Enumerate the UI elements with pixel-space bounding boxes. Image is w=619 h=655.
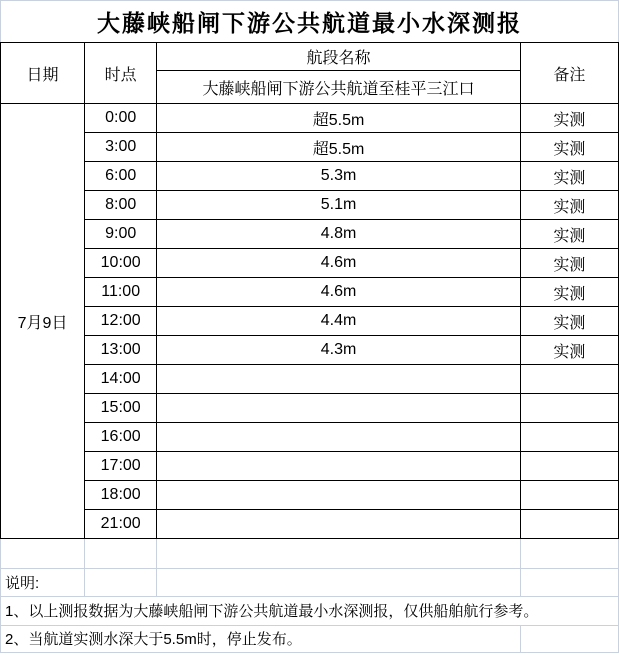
time-cell: 13:00 — [85, 336, 157, 365]
remark-cell — [520, 365, 618, 394]
time-cell: 14:00 — [85, 365, 157, 394]
table-row — [1, 133, 619, 162]
depth-cell — [157, 481, 521, 510]
header-remark: 备注 — [520, 43, 618, 104]
depth-cell: 5.1m — [157, 191, 521, 220]
time-cell: 9:00 — [85, 220, 157, 249]
depth-cell: 超5.5m — [157, 133, 521, 162]
time-cell: 11:00 — [85, 278, 157, 307]
remark-cell: 实测 — [520, 104, 618, 133]
table-row — [1, 365, 619, 394]
table-row — [1, 307, 619, 336]
notes-label-row — [1, 568, 619, 596]
table-row — [1, 162, 619, 191]
header-section-route: 大藤峡船闸下游公共航道至桂平三江口 — [157, 71, 521, 104]
time-cell: 21:00 — [85, 510, 157, 539]
table-row — [1, 481, 619, 510]
note-2-text: 2、当航道实测水深大于5.5m时，停止发布。 — [1, 625, 521, 652]
remark-cell — [520, 394, 618, 423]
note-row-1 — [1, 596, 619, 625]
remark-cell — [520, 423, 618, 452]
table-row — [1, 191, 619, 220]
time-cell: 10:00 — [85, 249, 157, 278]
depth-cell: 4.6m — [157, 278, 521, 307]
remark-cell: 实测 — [520, 162, 618, 191]
remark-cell: 实测 — [520, 336, 618, 365]
table-row — [1, 394, 619, 423]
depth-cell — [157, 365, 521, 394]
remark-cell: 实测 — [520, 307, 618, 336]
depth-cell: 4.3m — [157, 336, 521, 365]
header-row-1 — [1, 43, 619, 71]
time-cell: 18:00 — [85, 481, 157, 510]
empty-cell — [520, 625, 618, 652]
empty-cell — [157, 568, 521, 596]
spacer-row — [1, 539, 619, 568]
time-cell: 17:00 — [85, 452, 157, 481]
depth-cell — [157, 423, 521, 452]
time-cell: 3:00 — [85, 133, 157, 162]
remark-cell: 实测 — [520, 220, 618, 249]
depth-table-body — [1, 104, 619, 539]
time-cell: 16:00 — [85, 423, 157, 452]
empty-cell — [1, 539, 85, 568]
footer-grid — [0, 539, 619, 653]
empty-cell — [85, 539, 157, 568]
table-row — [1, 278, 619, 307]
header-section: 航段名称 — [157, 43, 521, 71]
empty-cell — [157, 539, 521, 568]
empty-cell — [520, 568, 618, 596]
time-cell: 0:00 — [85, 104, 157, 133]
remark-cell: 实测 — [520, 278, 618, 307]
table-row — [1, 423, 619, 452]
table-row — [1, 510, 619, 539]
time-cell: 8:00 — [85, 191, 157, 220]
depth-table — [0, 42, 619, 539]
note-1-text: 1、以上测报数据为大藤峡船闸下游公共航道最小水深测报，仅供船舶航行参考。 — [1, 596, 619, 625]
remark-cell — [520, 510, 618, 539]
remark-cell: 实测 — [520, 133, 618, 162]
depth-cell — [157, 394, 521, 423]
table-row — [1, 249, 619, 278]
header-time: 时点 — [85, 43, 157, 104]
empty-cell — [85, 568, 157, 596]
depth-cell: 4.8m — [157, 220, 521, 249]
remark-cell: 实测 — [520, 249, 618, 278]
date-cell: 7月9日 — [1, 104, 85, 539]
remark-cell — [520, 452, 618, 481]
depth-cell: 超5.5m — [157, 104, 521, 133]
header-date: 日期 — [1, 43, 85, 104]
time-cell: 6:00 — [85, 162, 157, 191]
depth-cell: 4.6m — [157, 249, 521, 278]
note-row-2 — [1, 625, 619, 652]
table-row — [1, 452, 619, 481]
table-row — [1, 336, 619, 365]
remark-cell — [520, 481, 618, 510]
empty-cell — [520, 539, 618, 568]
table-row — [1, 220, 619, 249]
page-title: 大藤峡船闸下游公共航道最小水深测报 — [0, 0, 619, 42]
depth-cell — [157, 510, 521, 539]
remark-cell: 实测 — [520, 191, 618, 220]
depth-cell: 4.4m — [157, 307, 521, 336]
time-cell: 15:00 — [85, 394, 157, 423]
depth-cell: 5.3m — [157, 162, 521, 191]
table-row — [1, 104, 619, 133]
depth-cell — [157, 452, 521, 481]
time-cell: 12:00 — [85, 307, 157, 336]
notes-label: 说明: — [1, 568, 85, 596]
